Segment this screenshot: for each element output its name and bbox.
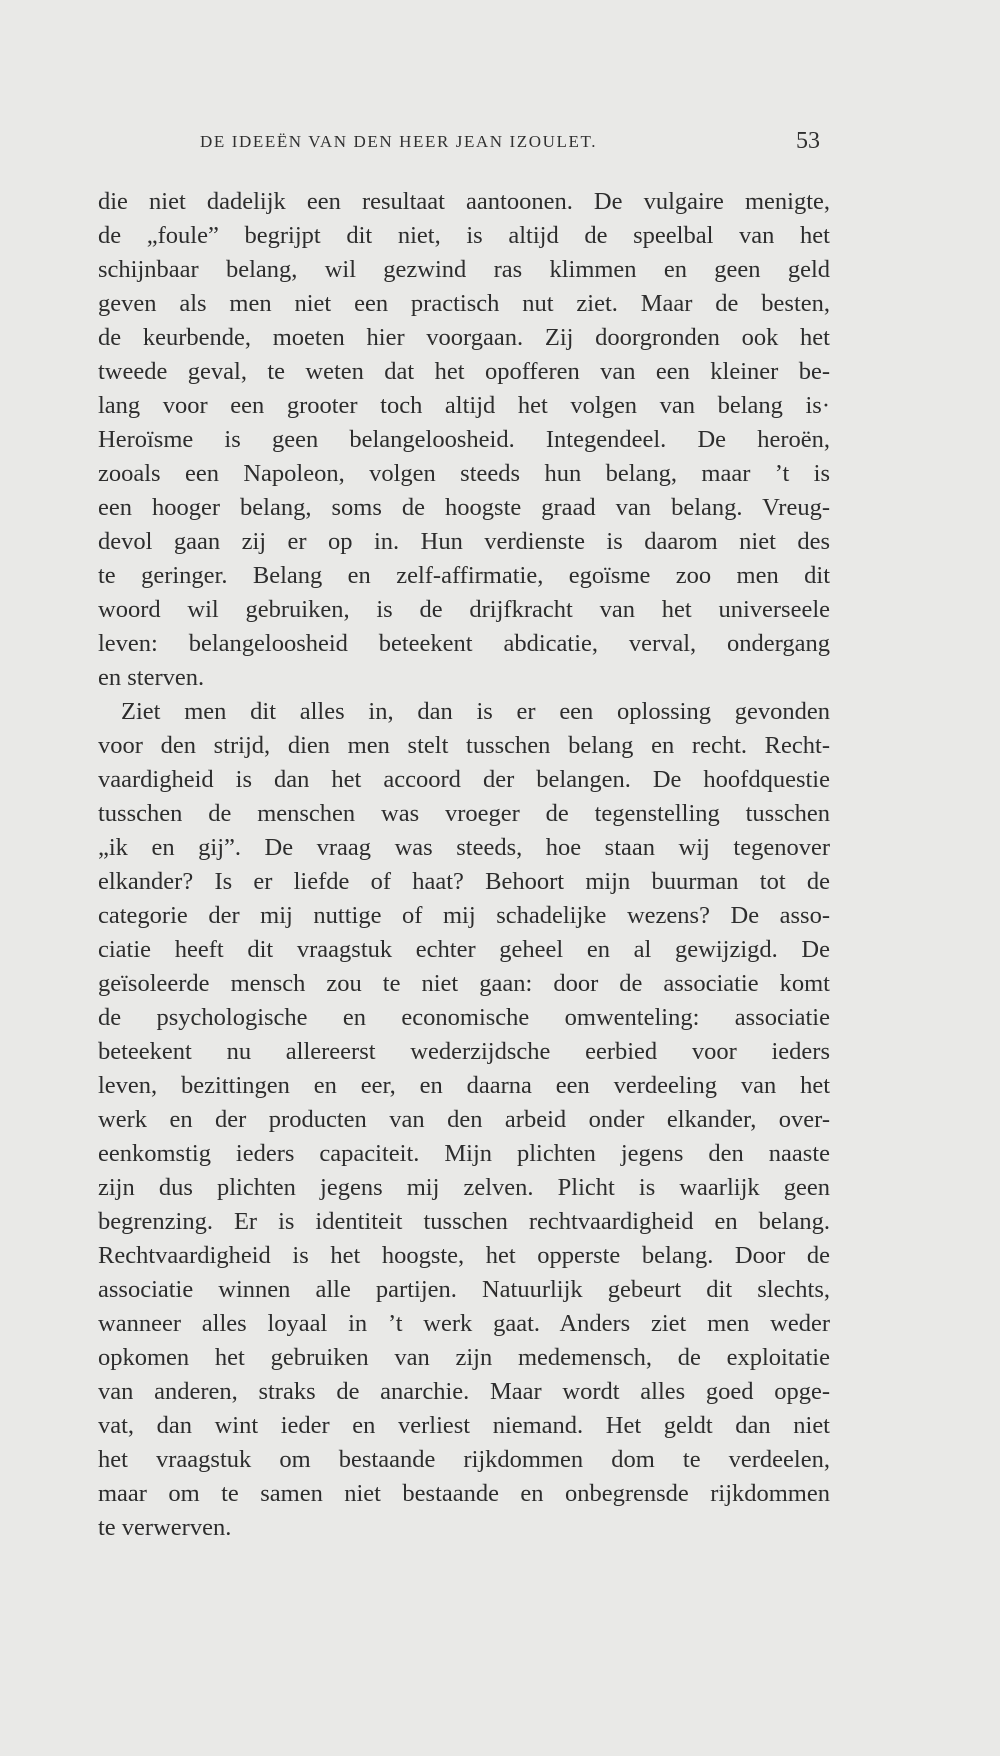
text-line: de psychologische en economische omwenteling: associatie bbox=[98, 1004, 830, 1031]
text-line: beteekent nu allereerst wederzijdsche eerbied voor ieders bbox=[98, 1038, 830, 1065]
text-line: leven, bezittingen en eer, en daarna een verdeeling van het bbox=[98, 1072, 830, 1099]
text-line: geïsoleerde mensch zou te niet gaan: door de associatie komt bbox=[98, 970, 830, 997]
text-line: een hooger belang, soms de hoogste graad van belang. Vreug- bbox=[98, 494, 830, 521]
text-line: tweede geval, te weten dat het opofferen van een kleiner be- bbox=[98, 358, 830, 385]
text-line: woord wil gebruiken, is de drijfkracht van het universeele bbox=[98, 596, 830, 623]
text-line: het vraagstuk om bestaande rijkdommen dom te verdeelen, bbox=[98, 1446, 830, 1473]
text-line: associatie winnen alle partijen. Natuurlijk gebeurt dit slechts, bbox=[98, 1276, 830, 1303]
text-line: wanneer alles loyaal in ’t werk gaat. Anders ziet men weder bbox=[98, 1310, 830, 1337]
text-line: Rechtvaardigheid is het hoogste, het opperste belang. Door de bbox=[98, 1242, 830, 1269]
running-head bbox=[200, 128, 840, 162]
text-line: voor den strijd, dien men stelt tusschen belang en recht. Recht- bbox=[98, 732, 830, 759]
text-line: die niet dadelijk een resultaat aantoonen. De vulgaire menigte, bbox=[98, 188, 830, 215]
text-line: Ziet men dit alles in, dan is er een oplossing gevonden bbox=[121, 698, 830, 725]
text-line: Heroïsme is geen belangeloosheid. Integendeel. De heroën, bbox=[98, 426, 830, 453]
text-line: „ik en gij”. De vraag was steeds, hoe staan wij tegenover bbox=[98, 834, 830, 861]
text-line: te verwerven. bbox=[98, 1514, 232, 1541]
text-line: de keurbende, moeten hier voorgaan. Zij doorgronden ook het bbox=[98, 324, 830, 351]
text-line: vaardigheid is dan het accoord der belangen. De hoofdquestie bbox=[98, 766, 830, 793]
text-line: devol gaan zij er op in. Hun verdienste is daarom niet des bbox=[98, 528, 830, 555]
text-line: geven als men niet een practisch nut ziet. Maar de besten, bbox=[98, 290, 830, 317]
text-line: categorie der mij nuttige of mij schadelijke wezens? De asso- bbox=[98, 902, 830, 929]
text-line: en sterven. bbox=[98, 664, 205, 691]
page-number: 53 bbox=[796, 128, 820, 154]
text-line: de „foule” begrijpt dit niet, is altijd de speelbal van het bbox=[98, 222, 830, 249]
text-line: tusschen de menschen was vroeger de tegenstelling tusschen bbox=[98, 800, 830, 827]
text-line: van anderen, straks de anarchie. Maar wordt alles goed opge- bbox=[98, 1378, 830, 1405]
running-title: DE IDEEËN VAN DEN HEER JEAN IZOULET. bbox=[200, 132, 598, 151]
text-line: begrenzing. Er is identiteit tusschen rechtvaardigheid en belang. bbox=[98, 1208, 830, 1235]
text-line: ciatie heeft dit vraagstuk echter geheel en al gewijzigd. De bbox=[98, 936, 830, 963]
text-line: schijnbaar belang, wil gezwind ras klimmen en geen geld bbox=[98, 256, 830, 283]
text-line: eenkomstig ieders capaciteit. Mijn plichten jegens den naaste bbox=[98, 1140, 830, 1167]
text-line: opkomen het gebruiken van zijn medemensch, de exploitatie bbox=[98, 1344, 830, 1371]
text-line: vat, dan wint ieder en verliest niemand. Het geldt dan niet bbox=[98, 1412, 830, 1439]
text-line: maar om te samen niet bestaande en onbegrensde rijkdommen bbox=[98, 1480, 830, 1507]
text-line: te geringer. Belang en zelf-affirmatie, egoïsme zoo men dit bbox=[98, 562, 830, 589]
text-line: elkander? Is er liefde of haat? Behoort mijn buurman tot de bbox=[98, 868, 830, 895]
text-line: zooals een Napoleon, volgen steeds hun belang, maar ’t is bbox=[98, 460, 830, 487]
text-line: werk en der producten van den arbeid onder elkander, over- bbox=[98, 1106, 830, 1133]
text-line: leven: belangeloosheid beteekent abdicatie, verval, ondergang bbox=[98, 630, 830, 657]
text-line: lang voor een grooter toch altijd het volgen van belang is· bbox=[98, 392, 830, 419]
text-line: zijn dus plichten jegens mij zelven. Plicht is waarlijk geen bbox=[98, 1174, 830, 1201]
